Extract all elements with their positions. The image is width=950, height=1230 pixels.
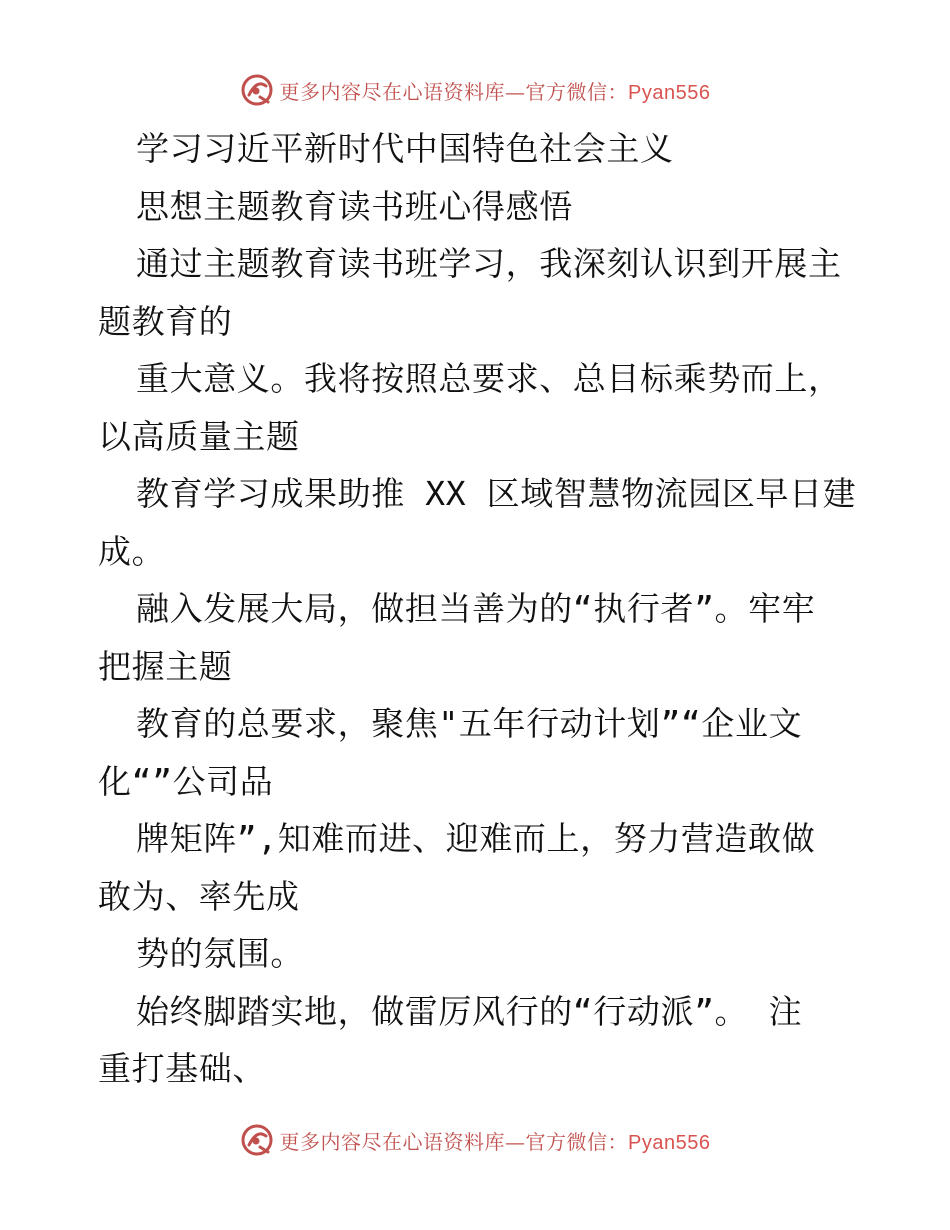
paragraph-line: 成。 bbox=[98, 531, 166, 571]
paragraph-line: 势的氛围。 bbox=[136, 934, 304, 973]
header-banner[interactable] bbox=[0, 68, 950, 112]
footer-banner-main: 更多内容尽在心语资料库 bbox=[279, 1129, 506, 1154]
paragraph-line: 题教育的 bbox=[98, 301, 233, 341]
paragraph-line: 重大意义。我将按照总要求、总目标乘势而上， bbox=[136, 359, 842, 398]
paragraph-line: 化“”公司品 bbox=[98, 761, 274, 801]
header-banner-dash: — bbox=[505, 79, 526, 104]
document-title-line-2: 思想主题教育读书班心得感悟 bbox=[136, 186, 573, 226]
header-banner-wechat-id: Pyan556 bbox=[628, 81, 711, 104]
footer-banner-wechat-id: Pyan556 bbox=[628, 1131, 711, 1154]
header-banner-main: 更多内容尽在心语资料库 bbox=[279, 79, 506, 104]
paragraph-line: 通过主题教育读书班学习，我深刻认识到开展主 bbox=[136, 244, 842, 283]
paragraph-line: 把握主题 bbox=[98, 646, 233, 686]
seal-logo-icon bbox=[240, 73, 274, 107]
header-banner-text bbox=[280, 76, 711, 105]
footer-banner-text bbox=[280, 1126, 711, 1155]
seal-logo-icon bbox=[240, 1123, 274, 1157]
footer-banner-wechat-label: 官方微信： bbox=[525, 1129, 629, 1154]
document-title-line-1: 学习习近平新时代中国特色社会主义 bbox=[136, 129, 674, 168]
paragraph-line: 融入发展大局，做担当善为的“执行者”。牢牢 bbox=[136, 589, 816, 628]
header-banner-wechat-label: 官方微信： bbox=[525, 79, 629, 104]
paragraph-line: 重打基础、 bbox=[98, 1049, 266, 1088]
paragraph-line: 教育学习成果助推 XX 区域智慧物流园区早日建 bbox=[136, 474, 857, 513]
document-body bbox=[98, 120, 858, 1098]
paragraph-line: 始终脚踏实地，做雷厉风行的“行动派”。 注 bbox=[136, 991, 803, 1031]
paragraph-line: 以高质量主题 bbox=[98, 416, 300, 456]
paragraph-line: 牌矩阵”,知难而进、迎难而上，努力营造敢做 bbox=[136, 819, 816, 858]
paragraph-line: 敢为、率先成 bbox=[98, 876, 300, 916]
paragraph-line: 教育的总要求，聚焦"五年行动计划”“企业文 bbox=[136, 704, 803, 743]
footer-banner-dash: — bbox=[505, 1129, 526, 1154]
footer-banner[interactable] bbox=[0, 1118, 950, 1162]
